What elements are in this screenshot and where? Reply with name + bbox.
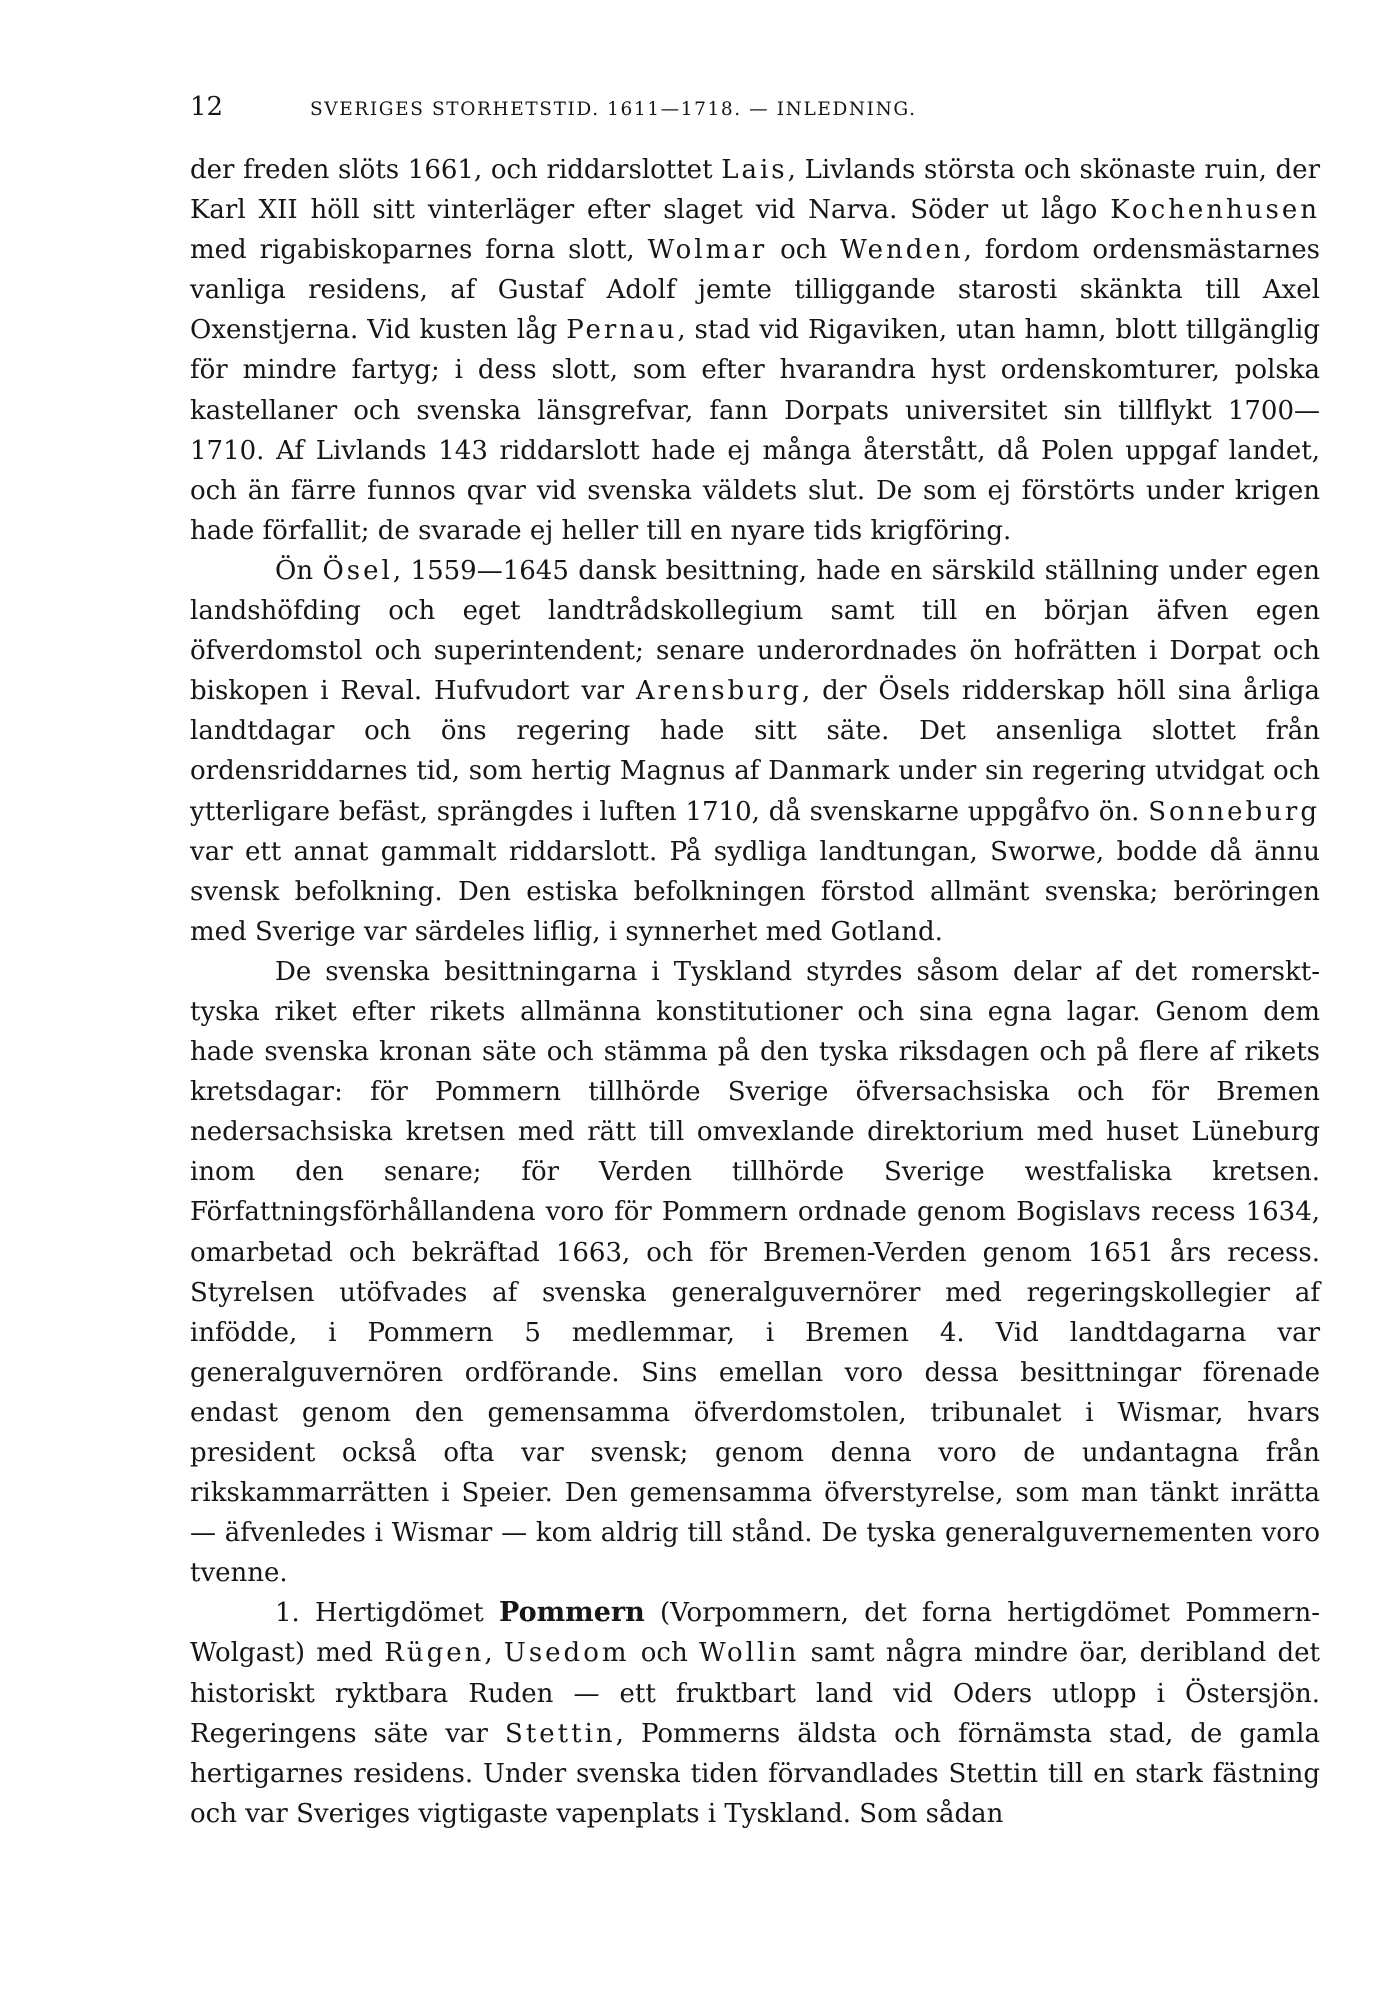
text-run: , 1559—1645 dansk besittning, hade en särskild ställning under egen landshöfding och eget landtrådskollegium samt till en början äfven egen öfverdomstol och superintendent; senare underordnades ön hofrätten i Dorpat och biskopen i Reval. Hufvudort var <box>190 555 1320 707</box>
place-name-usedom: Usedom <box>503 1638 630 1669</box>
text-run: med rigabiskoparnes forna slott, <box>190 235 648 266</box>
running-title: SVERIGES STORHETSTID. 1611—1718. — INLEDNING. <box>310 99 917 120</box>
text-run: der freden slöts 1661, och riddarslottet <box>190 155 722 185</box>
place-name-kochenhusen: Kochenhusen <box>1110 195 1320 226</box>
text-run: , stad vid Rigaviken, utan hamn, blott tillgänglig för mindre fartyg; i dess slott, som efter hvarandra hyst ordenskomturer, polska kastellaner och svenska länsgrefvar, fann Dorpats universitet sin tillflykt 1700—1710. Af Livlands 143 riddarslott hade ej många återstått, då Polen uppgaf landet, och än färre funnos qvar vid svenska väldets slut. De som ej förstörts under krigen hade förfallit; de svarade ej heller till en nyare tids krigföring. <box>190 315 1320 546</box>
text-run: , der Ösels ridderskap höll sina årliga landtdagar och öns regering hade sitt säte. Det ansenliga slottet från ordensriddarnes tid, som hertig Magnus af Danmark under sin regering utvidgat och ytterligare befäst, sprängdes i luften 1710, då svenskarne uppgåfvo ön. <box>190 676 1321 827</box>
place-name-lais: Lais <box>721 155 788 185</box>
text-run: , Pommerns äldsta och förnämsta stad, de gamla hertigarnes residens. Under svenska tiden förvandlades Stettin till en stark fästning och var Sveriges vigtigaste vapenplats i Tyskland. Som sådan <box>190 1718 1320 1829</box>
place-name-rugen: Rügen <box>384 1638 485 1669</box>
place-name-stettin: Stettin <box>505 1718 616 1749</box>
text-run: , fordom ordensmästarnes vanliga residens, af Gustaf Adolf jemte tilliggande starosti skänkta till Axel Oxenstjerna. Vid kusten låg <box>190 235 1320 346</box>
paragraph-german-possessions: De svenska besittningarna i Tyskland styrdes såsom delar af det romerskt-tyska riket efter rikets allmänna konstitutioner och sina egna lagar. Genom dem hade svenska kronan säte och stämma på den tyska riksdagen och på flere af rikets kretsdagar: för Pommern tillhörde Sverige öfversachsiska och för Bremen nedersachsiska kretsen med rätt till omvexlande direktorium med huset Lüneburg inom den senare; för Verden tillhörde Sverige westfaliska kretsen. Författningsförhållandena voro för Pommern ordnade genom Bogislavs recess 1634, omarbetad och bekräftad 1663, och för Bremen-Verden genom 1651 års recess. Styrelsen utöfvades af svenska generalguvernörer med regeringskollegier af infödde, i Pommern 5 medlemmar, i Bremen 4. Vid landtdagarna var generalguvernören ordförande. Sins emellan voro dessa besittningar förenade endast genom den gemensamma öfverdomstolen, tribunalet i Wismar, hvars president också ofta var svensk; genom denna voro de undantagna från rikskammarrätten i Speier. Den gemensamma öfverstyrelse, som man tänkt inrätta — äfvenledes i Wismar — kom aldrig till stånd. De tyska generalguvernementen voro tvenne. <box>190 956 1320 1589</box>
text-run: och <box>629 1638 700 1669</box>
paragraph-pommern <box>190 1593 1320 1834</box>
running-head <box>190 92 1320 132</box>
place-name-pernau: Pernau <box>566 315 678 346</box>
body-text <box>190 150 1320 1834</box>
text-run: och <box>767 235 841 266</box>
place-name-wolmar: Wolmar <box>647 235 768 266</box>
text-run: , Livlands största och skönaste ruin, der Karl XII höll sitt vinterläger efter slaget vid Narva. Söder ut lågo <box>190 155 1320 226</box>
paragraph-livland-castles <box>190 150 1320 551</box>
document-page <box>190 92 1320 1834</box>
text-run: 1. Hertigdömet <box>275 1598 499 1629</box>
text-run: (Vorpommern, det forna hertigdömet Pommern-Wolgast) med <box>190 1598 1320 1669</box>
place-name-wenden: Wenden <box>840 235 964 266</box>
text-run: Ön <box>275 555 323 586</box>
paragraph-osel <box>190 551 1320 952</box>
text-run: , <box>484 1638 504 1669</box>
page-number: 12 <box>190 92 224 122</box>
place-name-osel: Ösel <box>322 555 393 586</box>
place-name-wollin: Wollin <box>699 1638 800 1669</box>
text-run: samt några mindre öar, deribland det historiskt ryktbara Ruden — ett fruktbart land vid Oders utlopp i Östersjön. Regeringens säte var <box>190 1638 1320 1749</box>
heading-pommern: Pommern <box>499 1597 645 1629</box>
place-name-sonneburg: Sonneburg <box>1148 796 1320 827</box>
text-run: var ett annat gammalt riddarslott. På sydliga landtungan, Sworwe, bodde då ännu svensk befolkning. Den estiska befolkningen förstod allmänt svenska; beröringen med Sverige var särdeles liflig, i synnerhet med Gotland. <box>190 836 1320 947</box>
place-name-arensburg: Arensburg <box>635 676 802 707</box>
